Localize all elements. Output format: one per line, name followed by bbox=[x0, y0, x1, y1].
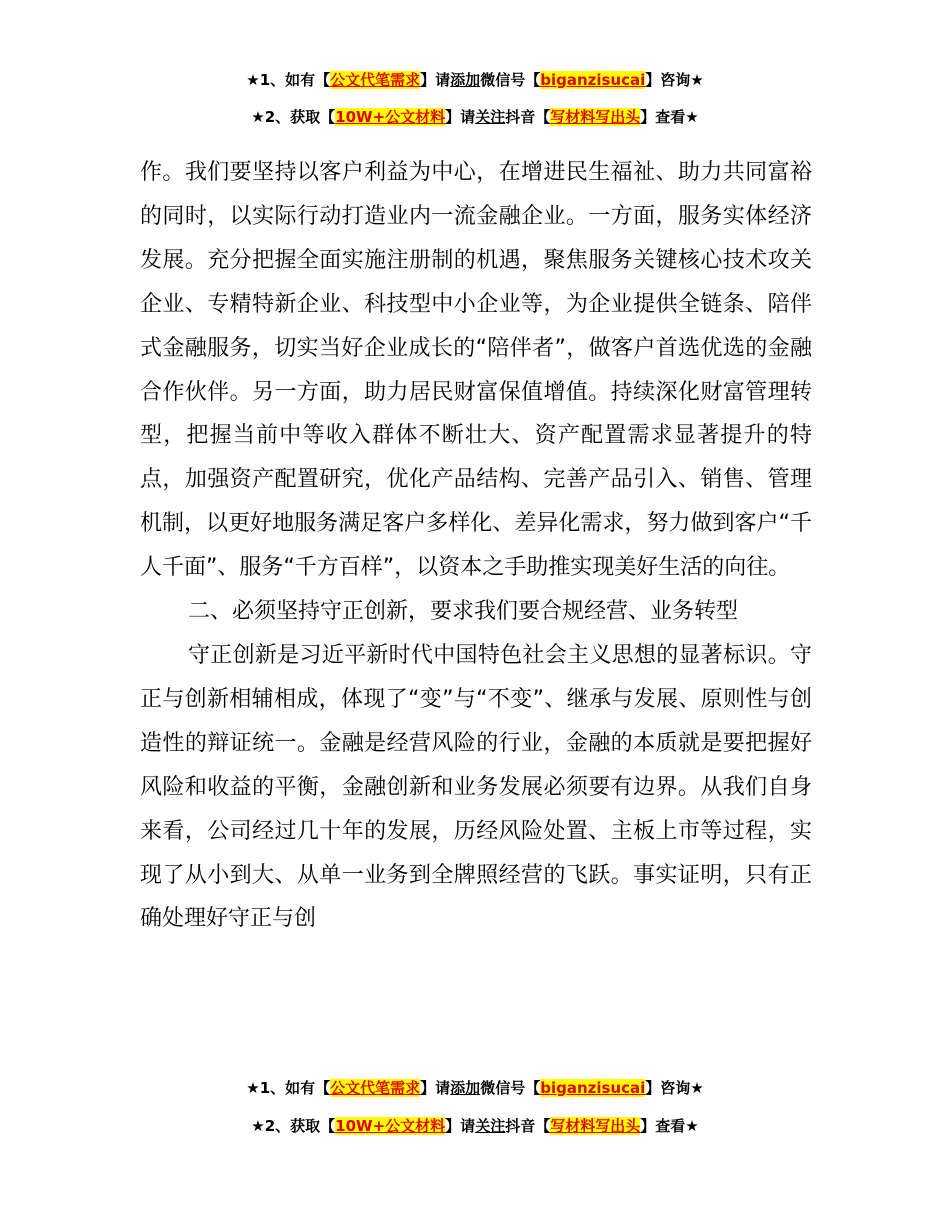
promo-suffix: 】咨询 bbox=[645, 1079, 691, 1097]
promo-highlight-materials: 10W+公文材料 bbox=[335, 1117, 446, 1135]
star-icon: ★ bbox=[685, 1117, 699, 1135]
promo-highlight-materials: 10W+公文材料 bbox=[335, 108, 446, 126]
footer-promo-line-2 bbox=[0, 1116, 950, 1136]
promo-wechat-id: biganzisucai bbox=[540, 71, 646, 89]
promo-douyin-account: 写材料写出头 bbox=[550, 108, 641, 126]
body-paragraph: 作。我们要坚持以客户利益为中心，在增进民生福祉、助力共同富裕的同时，以实际行动打造业内一流金融企业。一方面，服务实体经济发展。充分把握全面实施注册制的机遇，聚焦服务关键核心技术攻关企业、专精特新企业、科技型中小企业等，为企业提供全链条、陪伴式金融服务，切实当好企业成长的“陪伴者”，做客户首选优选的金融合作伙伴。另一方面，助力居民财富保值增值。持续深化财富管理转型，把握当前中等收入群体不断壮大、资产配置需求显著提升的特点，加强资产配置研究，优化产品结构、完善产品引入、销售、管理机制，以更好地服务满足客户多样化、差异化需求，努力做到客户“千人千面”、服务“千方百样”，以资本之手助推实现美好生活的向往。 bbox=[140, 160, 812, 581]
promo-text: 抖音【 bbox=[505, 108, 551, 126]
promo-text: 微信号【 bbox=[480, 71, 541, 89]
promo-text: 】请 bbox=[445, 1117, 476, 1135]
document-body bbox=[140, 151, 812, 941]
promo-text: 微信号【 bbox=[480, 1079, 541, 1097]
promo-underlined-word: 关注 bbox=[475, 1117, 506, 1135]
promo-suffix: 】查看 bbox=[640, 1117, 686, 1135]
footer-promo-line-1 bbox=[0, 1078, 950, 1098]
promo-wechat-id: biganzisucai bbox=[540, 1079, 646, 1097]
promo-highlight-service: 公文代笔需求 bbox=[330, 71, 421, 89]
body-paragraph: 守正创新是习近平新时代中国特色社会主义思想的显著标识。守正与创新相辅相成，体现了“变”与“不变”、继承与发展、原则性与创造性的辩证统一。金融是经营风险的行业，金融的本质就是要把握好风险和收益的平衡，金融创新和业务发展必须要有边界。从我们自身来看，公司经过几十年的发展，历经风险处置、主板上市等过程，实现了从小到大、从单一业务到全牌照经营的飞跃。事实证明，只有正确处理好守正与创 bbox=[140, 642, 812, 932]
header-promo-line-1 bbox=[0, 70, 950, 90]
promo-highlight-service: 公文代笔需求 bbox=[330, 1079, 421, 1097]
promo-text: 】请 bbox=[420, 1079, 451, 1097]
promo-douyin-account: 写材料写出头 bbox=[550, 1117, 641, 1135]
star-icon: ★ bbox=[246, 1079, 260, 1097]
promo-text: 】请 bbox=[445, 108, 476, 126]
promo-prefix: 2、获取【 bbox=[264, 108, 336, 126]
promo-underlined-word: 关注 bbox=[475, 108, 506, 126]
promo-underlined-word: 添加 bbox=[450, 71, 481, 89]
star-icon: ★ bbox=[246, 71, 260, 89]
promo-prefix: 1、如有【 bbox=[259, 71, 331, 89]
star-icon: ★ bbox=[251, 1117, 265, 1135]
star-icon: ★ bbox=[251, 108, 265, 126]
star-icon: ★ bbox=[690, 1079, 704, 1097]
promo-prefix: 2、获取【 bbox=[264, 1117, 336, 1135]
header-promo-line-2 bbox=[0, 107, 950, 127]
promo-prefix: 1、如有【 bbox=[259, 1079, 331, 1097]
section-heading: 二、必须坚持守正创新，要求我们要合规经营、业务转型 bbox=[188, 599, 739, 625]
promo-underlined-word: 添加 bbox=[450, 1079, 481, 1097]
star-icon: ★ bbox=[690, 71, 704, 89]
promo-suffix: 】查看 bbox=[640, 108, 686, 126]
promo-text: 抖音【 bbox=[505, 1117, 551, 1135]
star-icon: ★ bbox=[685, 108, 699, 126]
promo-suffix: 】咨询 bbox=[645, 71, 691, 89]
promo-text: 】请 bbox=[420, 71, 451, 89]
